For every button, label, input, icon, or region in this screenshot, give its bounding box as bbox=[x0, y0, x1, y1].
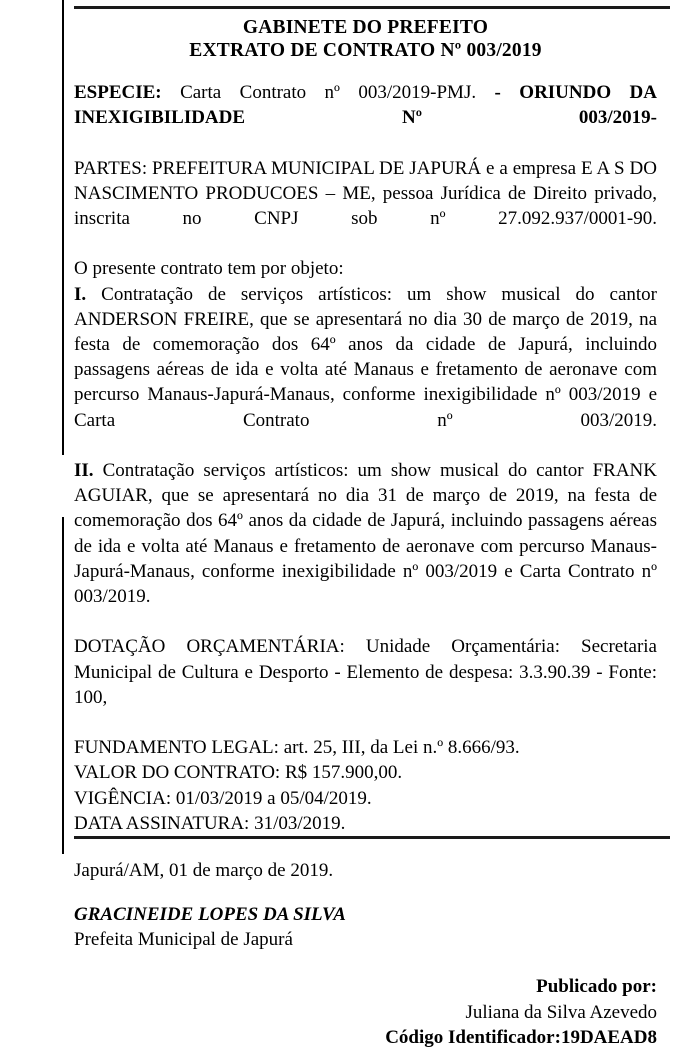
document-body bbox=[74, 80, 657, 836]
paragraph-dotacao: DOTAÇÃO ORÇAMENTÁRIA: Unidade Orçamentária: Secretaria Municipal de Cultura e Desporto - Elemento de despesa: 3.3.90.39 - Fonte: 100, bbox=[74, 636, 657, 708]
identifier-code-value: 19DAEAD8 bbox=[560, 1027, 657, 1049]
closing-place-date: Japurá/AM, 01 de março de 2019. bbox=[74, 860, 334, 882]
header-line-contract: EXTRATO DE CONTRATO Nº 003/2019 bbox=[189, 40, 542, 61]
paragraph-item-1 bbox=[74, 282, 657, 458]
item-2-label: II. bbox=[74, 460, 94, 482]
paragraph-fundamento: FUNDAMENTO LEGAL: art. 25, III, da Lei n.º 8.666/93. bbox=[74, 737, 520, 759]
publication-block bbox=[74, 974, 657, 1051]
paragraph-valor: VALOR DO CONTRATO: R$ 157.900,00. bbox=[74, 762, 403, 784]
item-1-label: I. bbox=[74, 283, 87, 305]
document-header bbox=[74, 16, 657, 62]
document-content bbox=[74, 16, 657, 1051]
item-1-text: Contratação de serviços artísticos: um show musical do cantor ANDERSON FREIRE, que se apresentará no dia 30 de março de 2019, na festa de comemoração dos 64º anos da cidade de Japurá, incluindo passagens aéreas de ida e volta até Manaus e fretamento de aeronave com percurso Manaus-Japurá-Manaus, conforme inexigibilidade nº 003/2019 e Carta Contrato nº 003/2019. bbox=[74, 283, 657, 431]
published-by-label: Publicado por: bbox=[536, 976, 657, 998]
paragraph-especie bbox=[74, 80, 657, 156]
especie-label: ESPECIE: bbox=[74, 82, 162, 103]
page-top-rule bbox=[74, 6, 670, 9]
signature-role: Prefeita Municipal de Japurá bbox=[74, 929, 293, 951]
identifier-code-line bbox=[74, 1025, 657, 1051]
item-2-text: Contratação serviços artísticos: um show musical do cantor FRANK AGUIAR, que se apresentará no dia 31 de março de 2019, na festa de comemoração dos 64º anos da cidade de Japurá, incluindo passagens aéreas de ida e volta até Manaus e fretamento de aeronave com percurso Manaus-Japurá-Manaus, conforme inexigibilidade nº 003/2019 e Carta Contrato nº 003/2019. bbox=[74, 460, 657, 608]
page-left-border bbox=[62, 0, 64, 854]
especie-text: Carta Contrato nº 003/2019-PMJ. bbox=[161, 82, 495, 103]
paragraph-vigencia: VIGÊNCIA: 01/03/2019 a 05/04/2019. bbox=[74, 787, 372, 809]
especie-origin: - ORIUNDO DA INEXIGIBILIDADE Nº 003/2019- bbox=[74, 82, 657, 129]
signature-name: GRACINEIDE LOPES DA SILVA bbox=[74, 904, 346, 926]
paragraph-item-2 bbox=[74, 458, 657, 634]
paragraph-data-assinatura: DATA ASSINATURA: 31/03/2019. bbox=[74, 812, 346, 834]
page-left-border-gap bbox=[60, 455, 66, 517]
spacer bbox=[74, 836, 657, 858]
header-line-office: GABINETE DO PREFEITO bbox=[242, 17, 489, 38]
publisher-name: Juliana da Silva Azevedo bbox=[465, 1001, 657, 1023]
paragraph-partes: PARTES: PREFEITURA MUNICIPAL DE JAPURÁ e a empresa E A S DO NASCIMENTO PRODUCOES – ME, pessoa Jurídica de Direito privado, inscrita no CNPJ sob nº 27.092.937/0001-90. bbox=[74, 157, 657, 230]
paragraph-objeto-intro: O presente contrato tem por objeto: bbox=[74, 258, 344, 280]
identifier-code-label: Código Identificador: bbox=[385, 1027, 561, 1049]
